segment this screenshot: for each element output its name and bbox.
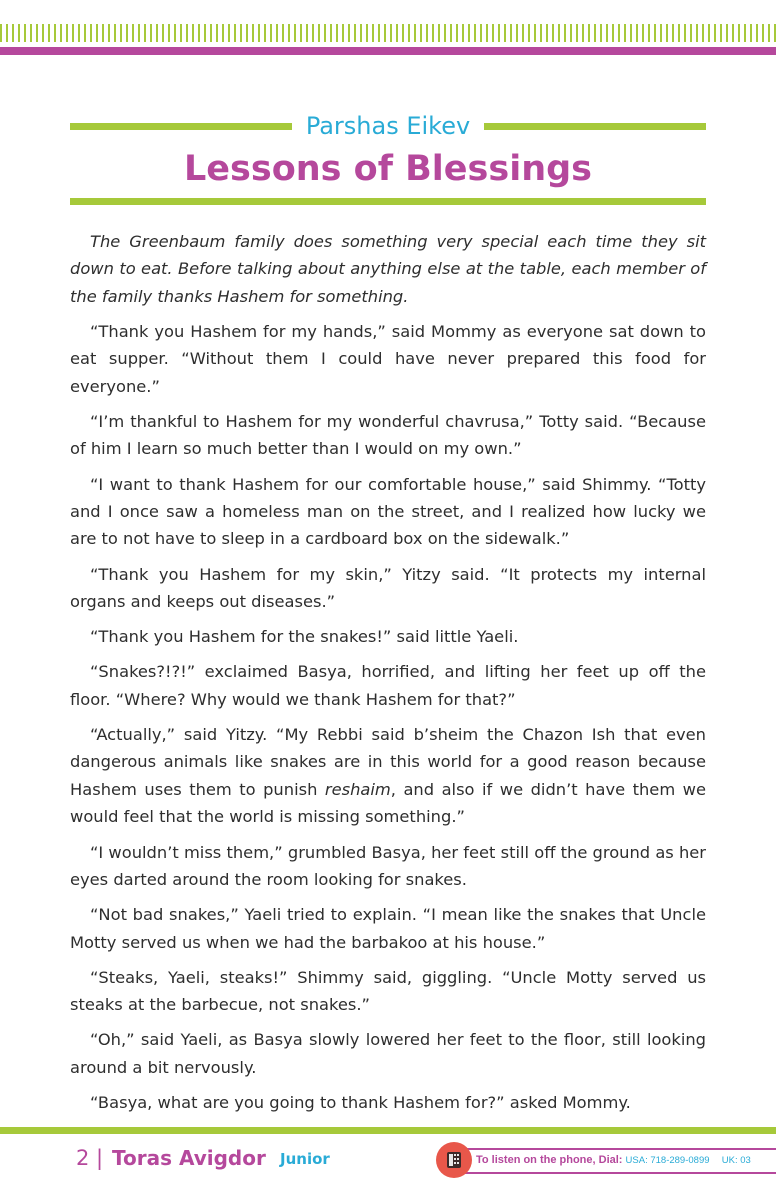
page-heading: [70, 108, 706, 205]
story-body: [70, 228, 706, 1124]
page-footer: [0, 1140, 776, 1180]
title-underline: [70, 198, 706, 205]
story-paragraph: “Steaks, Yaeli, steaks!” Shimmy said, giggling. “Uncle Motty served us steaks at the barbecue, not snakes.”: [70, 967, 706, 1015]
footer-rule: [0, 1127, 776, 1134]
top-accent-bar: [0, 47, 776, 55]
story-paragraph: “Snakes?!?!” exclaimed Basya, horrified, and lifting her feet up off the floor. “Where? Why would we thank Hashem for that?”: [70, 662, 706, 709]
top-decorative-ticks: [0, 24, 776, 42]
brand-name: Toras Avigdor: [112, 1146, 266, 1170]
story-paragraph: The Greenbaum family does something very special each time they sit down to eat. Before talking about anything else at the table, each member of the family thanks Hashem for something.: [70, 232, 706, 306]
story-paragraph: “Oh,” said Yaeli, as Basya slowly lowered her feet to the floor, still looking around a bit nervously.: [70, 1030, 706, 1077]
phone-uk: UK: 03: [721, 1155, 751, 1166]
parsha-row: [70, 108, 706, 144]
brand-suffix: Junior: [280, 1150, 330, 1168]
page-number: 2: [76, 1146, 90, 1170]
heading-rule-left: [70, 123, 292, 130]
story-paragraph: “Thank you Hashem for my hands,” said Mommy as everyone sat down to eat supper. “Without them I could have never prepared this food for everyone.”: [70, 322, 706, 396]
page-title: Lessons of Blessings: [183, 149, 593, 189]
story-paragraph: “I’m thankful to Hashem for my wonderful chavrusa,” Totty said. “Because of him I learn so much better than I would on my own.”: [70, 412, 706, 459]
story-paragraph: “Thank you Hashem for my skin,” Yitzy said. “It protects my internal organs and keeps out diseases.”: [70, 564, 706, 612]
footer-separator: |: [96, 1146, 104, 1170]
parsha-name: Parshas Eikev: [305, 112, 471, 140]
phone-usa: USA: 718-289-0899: [625, 1155, 710, 1166]
story-paragraph: “Actually,” said Yitzy. “My Rebbi said b’sheim the Chazon Ish that even dangerous animals like snakes are in this world for a good reason because Hashem uses them to punish reshaim, and also if we didn’t have them we would feel that the world is missing something.”: [70, 725, 707, 827]
phone-label: To listen on the phone, Dial:: [476, 1154, 623, 1166]
heading-rule-right: [484, 123, 706, 130]
telephone-icon: [436, 1142, 472, 1178]
phone-instructions: [476, 1154, 751, 1166]
story-paragraph: “I wouldn’t miss them,” grumbled Basya, her feet still off the ground as her eyes darted around the room looking for snakes.: [70, 842, 706, 889]
story-paragraph: “Thank you Hashem for the snakes!” said little Yaeli.: [90, 627, 519, 647]
story-paragraph: “I want to thank Hashem for our comfortable house,” said Shimmy. “Totty and I once saw a homeless man on the street, and I realized how lucky we are to not have to sleep in a cardboard box on the sidewalk.”: [70, 474, 706, 549]
story-paragraph: “Basya, what are you going to thank Hashem for?” asked Mommy.: [90, 1092, 631, 1112]
story-paragraph: “Not bad snakes,” Yaeli tried to explain. “I mean like the snakes that Uncle Motty served us when we had the barbakoo at his house.”: [70, 905, 706, 952]
